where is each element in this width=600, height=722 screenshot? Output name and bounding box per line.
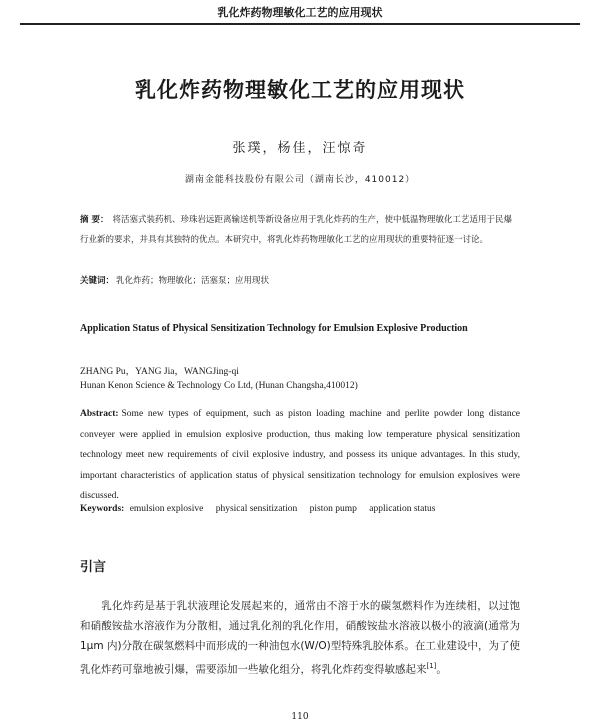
- abstract-en-text: Some new types of equipment, such as piston loading machine and perlite powder long distance conveyer were applied in emulsion explosive production, thus making low temperature physical sensitization technology meet new requirements of civil explosive industry, and possess its unique advantages. In this study, important characteristics of application status of physical sensitization technology for emulsion explosives were discussed.: [80, 409, 520, 501]
- keyword-en-term: emulsion explosive: [129, 504, 204, 514]
- keyword-en-term: physical sensitization: [215, 504, 298, 514]
- affiliation-en: Hunan Kenon Science & Technology Co Ltd, (Hunan Changsha,410012): [80, 381, 358, 391]
- abstract-cn: [80, 210, 520, 250]
- intro-paragraph: [80, 596, 520, 680]
- keywords-cn: [80, 274, 520, 286]
- keywords-en-label: Keywords:: [80, 504, 125, 514]
- intro-end: 。: [436, 663, 447, 676]
- keyword-en-term: piston pump: [309, 504, 357, 514]
- keywords-cn-text: 乳化炸药；物理敏化；活塞泵；应用现状: [116, 276, 270, 286]
- abstract-en-label: Abstract:: [80, 409, 119, 419]
- section-heading-intro: 引言: [80, 560, 107, 575]
- abstract-en: [80, 404, 520, 507]
- intro-text: 乳化炸药是基于乳状液理论发展起来的，通常由不溶于水的碳氢燃料作为连续相，以过饱和硝酸铵盐水溶液作为分散相，通过乳化剂的乳化作用，硝酸铵盐水溶液以极小的液滴(通常为 1μm 内)分散在碳氢燃料中而形成的一种油包水(W/O)型特殊乳胶体系。在工业建设中，为了使乳化炸药可靠地被引爆，需要添加一些敏化组分，将乳化炸药变得敏感起来: [80, 600, 520, 676]
- abstract-cn-text: 将活塞式装药机、珍珠岩远距离输送机等新设备应用于乳化炸药的生产，使中低温物理敏化工艺适用于民爆行业新的要求，并具有其独特的优点。本研究中，将乳化炸药物理敏化工艺的应用现状的重要特征逐一讨论。: [80, 215, 512, 245]
- page-title: 乳化炸药物理敏化工艺的应用现状: [135, 78, 465, 102]
- running-head: 乳化炸药物理敏化工艺的应用现状: [20, 4, 580, 25]
- citation-ref[interactable]: [1]: [426, 662, 437, 670]
- abstract-cn-label: 摘 要：: [80, 215, 109, 225]
- page-number: 110: [291, 712, 309, 722]
- keywords-cn-label: 关键词：: [80, 276, 115, 286]
- authors-cn: 张璞，杨佳，汪惊奇: [232, 141, 368, 156]
- authors-en: ZHANG Pu，YANG Jia，WANGJing-qi: [80, 367, 239, 377]
- affiliation-cn: 湖南金能科技股份有限公司（湖南长沙，410012）: [184, 175, 416, 185]
- keywords-en: [80, 504, 520, 514]
- title-en: Application Status of Physical Sensitization Technology for Emulsion Explosive Production: [80, 323, 468, 334]
- keyword-en-term: application status: [369, 504, 436, 514]
